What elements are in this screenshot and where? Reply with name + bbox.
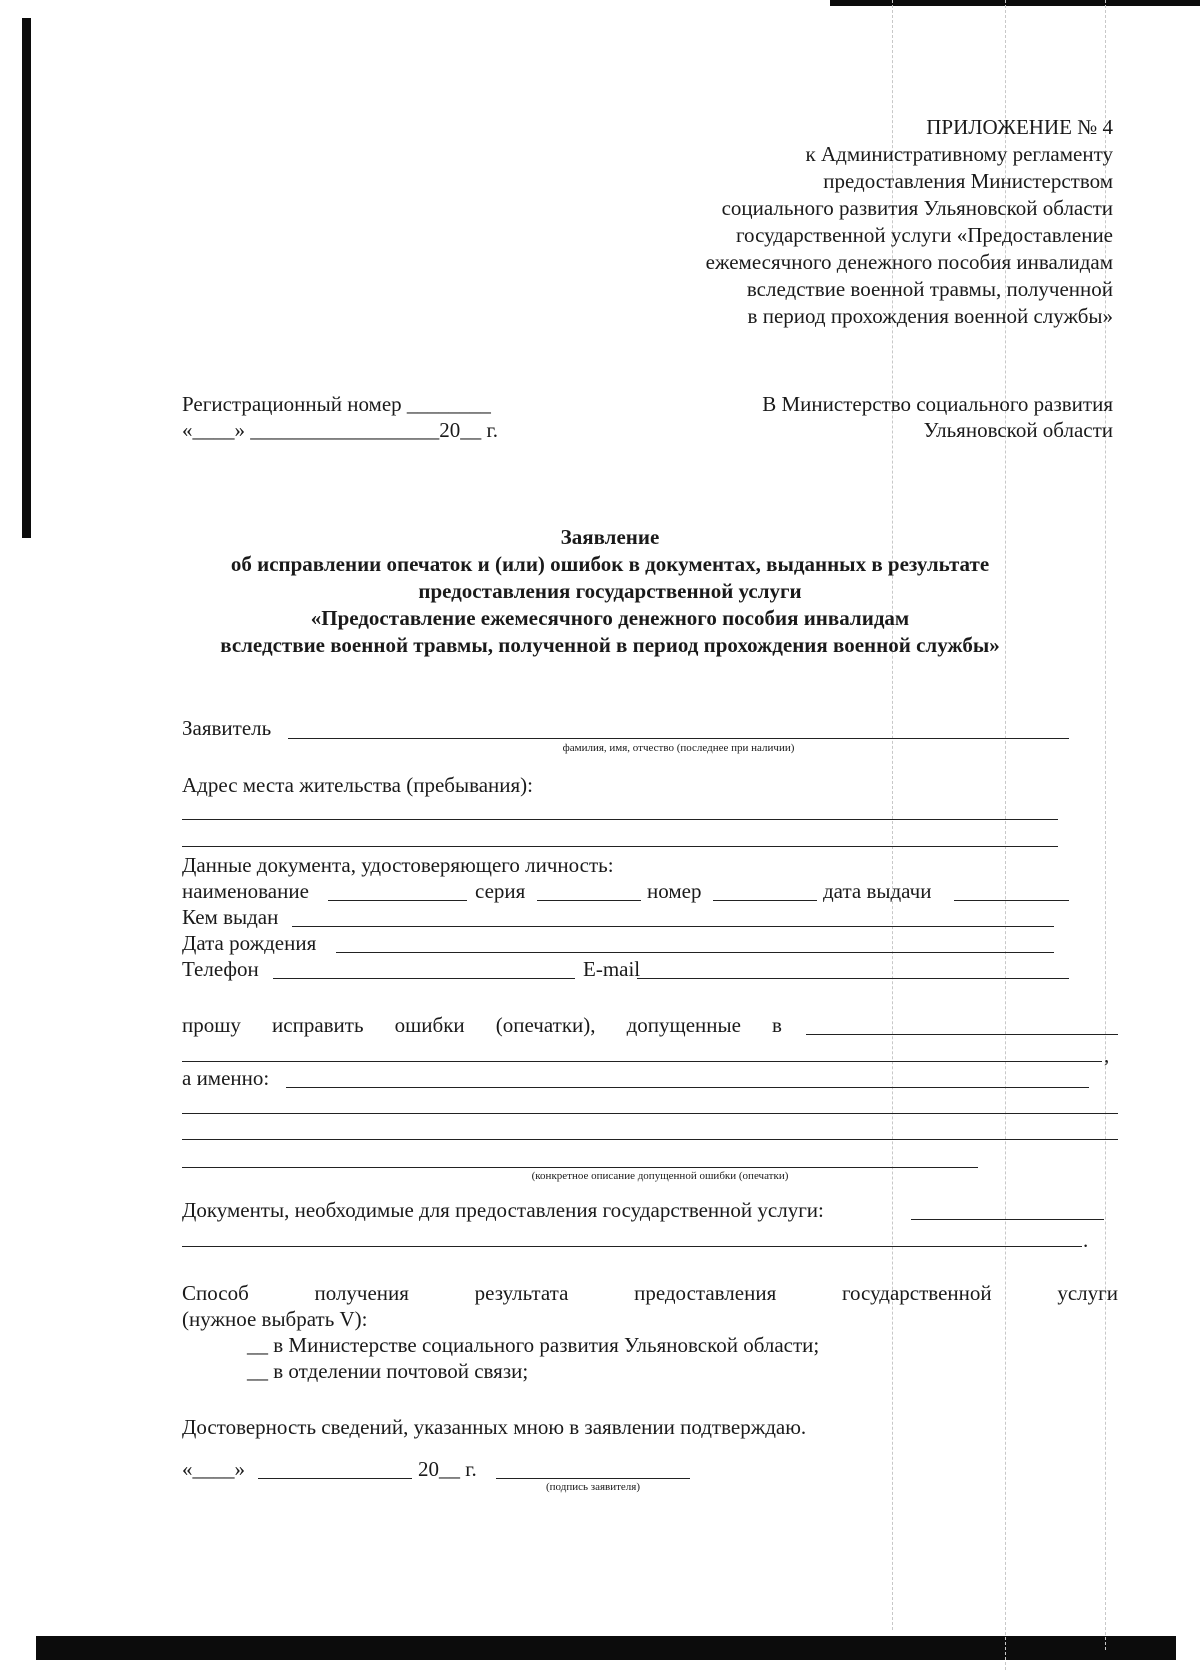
document-heading [150, 524, 1070, 659]
appendix-block [513, 114, 1113, 330]
address-input-line[interactable] [182, 819, 1058, 820]
registration-date: «____» __________________20__ г. [182, 418, 498, 442]
period: . [1083, 1228, 1089, 1252]
heading-line: об исправлении опечаток и (или) ошибок в документах, выданных в результате [230, 552, 990, 576]
method-word: Способ [182, 1281, 249, 1305]
recipient-line: Ульяновской области [923, 418, 1113, 442]
method-word: получения [314, 1281, 409, 1305]
heading-title: Заявление [560, 525, 660, 549]
email-label: E-mail [583, 957, 641, 981]
recipient-line: В Министерство социального развития [762, 392, 1113, 416]
request-doc-input-line[interactable] [182, 1061, 1102, 1062]
applicant-label: Заявитель [182, 716, 272, 740]
doc-name-input-line[interactable] [328, 900, 467, 901]
issued-by-input-line[interactable] [292, 926, 1054, 927]
date-month-input-line[interactable] [258, 1478, 412, 1479]
doc-name-label: наименование [182, 879, 309, 903]
namely-input-line[interactable] [286, 1087, 1089, 1088]
address-label: Адрес места жительства (пребывания): [182, 773, 534, 797]
request-word: исправить [272, 1013, 364, 1037]
date-year: 20__ г. [418, 1457, 477, 1481]
heading-line: предоставления государственной услуги [418, 579, 802, 603]
doc-issue-date-label: дата выдачи [823, 879, 932, 903]
applicant-input-line[interactable] [288, 738, 1069, 739]
comma: , [1104, 1043, 1110, 1067]
doc-number-label: номер [647, 879, 702, 903]
method-hint: (нужное выбрать V): [182, 1307, 368, 1331]
method-word: результата [474, 1281, 569, 1305]
id-document-label: Данные документа, удостоверяющего личность: [182, 853, 614, 877]
error-description-line[interactable] [182, 1139, 1118, 1140]
registration-number: Регистрационный номер ________ [182, 392, 491, 416]
request-word: допущенные [626, 1013, 741, 1037]
request-text [182, 1013, 782, 1038]
confirmation-text: Достоверность сведений, указанных мною в заявлении подтверждаю. [182, 1415, 807, 1439]
method-word: предоставления [634, 1281, 777, 1305]
appendix-line: к Административному регламенту [805, 142, 1113, 166]
method-word: услуги [1057, 1281, 1118, 1305]
doc-series-label: серия [475, 879, 526, 903]
signature-input-line[interactable] [496, 1478, 690, 1479]
error-description-line[interactable] [182, 1167, 978, 1168]
appendix-line: предоставления Министерством [823, 169, 1113, 193]
date-quote: «____» [182, 1457, 245, 1481]
doc-issue-date-input-line[interactable] [954, 900, 1069, 901]
appendix-line: ежемесячного денежного пособия инвалидам [705, 250, 1113, 274]
request-doc-input-line[interactable] [806, 1034, 1118, 1035]
doc-series-input-line[interactable] [537, 900, 641, 901]
option-ministry[interactable]: __ в Министерстве социального развития Ульяновской области; [247, 1333, 820, 1357]
applicant-caption: фамилия, имя, отчество (последнее при наличии) [562, 742, 795, 754]
appendix-line: в период прохождения военной службы» [747, 304, 1113, 328]
error-caption: (конкретное описание допущенной ошибки (опечатки) [531, 1170, 789, 1182]
documents-input-line[interactable] [911, 1219, 1104, 1220]
scan-border-left [22, 18, 31, 538]
email-input-line[interactable] [637, 978, 1069, 979]
doc-number-input-line[interactable] [713, 900, 817, 901]
method-text [182, 1281, 1118, 1306]
heading-line: вследствие военной травмы, полученной в период прохождения военной службы» [220, 633, 1000, 657]
request-word: в [772, 1013, 782, 1037]
scan-border-top [830, 0, 1200, 6]
request-word: прошу [182, 1013, 241, 1037]
option-post-office[interactable]: __ в отделении почтовой связи; [247, 1359, 529, 1383]
documents-input-line[interactable] [182, 1246, 1082, 1247]
appendix-line: социального развития Ульяновской области [721, 196, 1113, 220]
address-input-line[interactable] [182, 846, 1058, 847]
phone-input-line[interactable] [273, 978, 575, 979]
signature-caption: (подпись заявителя) [545, 1481, 641, 1493]
appendix-title: ПРИЛОЖЕНИЕ № 4 [926, 115, 1113, 139]
documents-label: Документы, необходимые для предоставления государственной услуги: [182, 1198, 824, 1222]
birth-date-label: Дата рождения [182, 931, 317, 955]
appendix-line: вследствие военной травмы, полученной [746, 277, 1113, 301]
method-word: государственной [841, 1281, 992, 1305]
request-word: (опечатки), [495, 1013, 596, 1037]
namely-label: а именно: [182, 1066, 270, 1090]
heading-line: «Предоставление ежемесячного денежного пособия инвалидам [310, 606, 910, 630]
appendix-line: государственной услуги «Предоставление [735, 223, 1113, 247]
request-word: ошибки [394, 1013, 465, 1037]
error-description-line[interactable] [182, 1113, 1118, 1114]
phone-label: Телефон [182, 957, 259, 981]
birth-date-input-line[interactable] [336, 952, 1054, 953]
issued-by-label: Кем выдан [182, 905, 279, 929]
